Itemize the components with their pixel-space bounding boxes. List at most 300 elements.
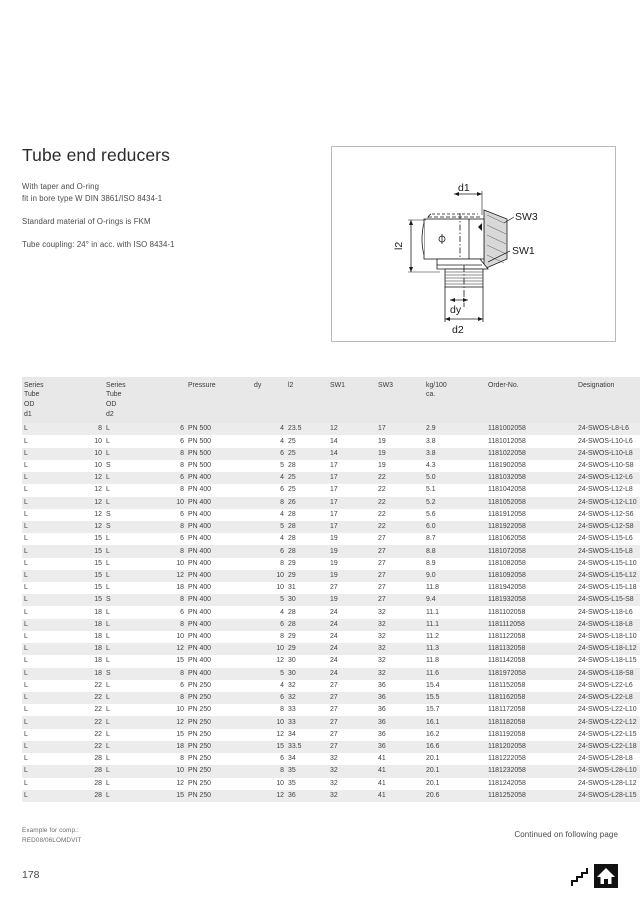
cell-tube-od-d2: 8: [134, 521, 186, 533]
cell-tube-od-d2: 12: [134, 570, 186, 582]
cell-tube-od-d1: 12: [52, 472, 104, 484]
cell-series-d1: L: [22, 668, 52, 680]
cell-pressure: PN 400: [186, 631, 252, 643]
cell-sw1: 24: [328, 631, 376, 643]
cell-series-d1: L: [22, 606, 52, 618]
cell-weight: 16.1: [424, 716, 486, 728]
cell-series-d2: S: [104, 460, 134, 472]
cell-sw1: 27: [328, 741, 376, 753]
cell-designation: 24-SWOS-L22-L10: [576, 704, 640, 716]
cell-dy: 8: [252, 765, 286, 777]
cell-sw1: 19: [328, 558, 376, 570]
drawing-label-sw1: SW1: [512, 245, 535, 257]
cell-sw3: 22: [376, 484, 424, 496]
cell-series-d1: L: [22, 704, 52, 716]
cell-sw3: 41: [376, 790, 424, 802]
cell-series-d2: L: [104, 753, 134, 765]
subtitle-oring-material: [22, 216, 312, 228]
cell-series-d1: L: [22, 460, 52, 472]
cell-series-d2: L: [104, 497, 134, 509]
cell-l2: 28: [286, 521, 328, 533]
cell-tube-od-d1: 12: [52, 497, 104, 509]
cell-tube-od-d1: 15: [52, 545, 104, 557]
cell-l2: 25: [286, 435, 328, 447]
column-header-designation: Designation: [576, 377, 640, 423]
cell-designation: 24-SWOS-L10-S8: [576, 460, 640, 472]
cell-weight: 5.2: [424, 497, 486, 509]
cell-series-d1: L: [22, 423, 52, 435]
subtitle-line: fit in bore type W DIN 3861/ISO 8434-1: [22, 194, 163, 204]
cell-l2: 23.5: [286, 423, 328, 435]
column-header-d1-spacer: [52, 377, 104, 423]
table-row: [22, 533, 640, 545]
cell-series-d1: L: [22, 594, 52, 606]
cell-tube-od-d1: 10: [52, 448, 104, 460]
cell-order-no: 1181132058: [486, 643, 576, 655]
cell-series-d2: L: [104, 729, 134, 741]
cell-series-d1: L: [22, 741, 52, 753]
cell-l2: 25: [286, 472, 328, 484]
table-row: [22, 545, 640, 557]
cell-tube-od-d1: 15: [52, 594, 104, 606]
header-line: Tube OD: [24, 391, 40, 409]
cell-order-no: 1181242058: [486, 778, 576, 790]
cell-tube-od-d1: 15: [52, 558, 104, 570]
cell-sw1: 24: [328, 668, 376, 680]
cell-designation: 24-SWOS-L15-L8: [576, 545, 640, 557]
header-line: Series: [24, 381, 44, 389]
cell-series-d1: L: [22, 533, 52, 545]
cell-order-no: 1181062058: [486, 533, 576, 545]
cell-order-no: 1181202058: [486, 741, 576, 753]
cell-sw3: 27: [376, 533, 424, 545]
cell-order-no: 1181172058: [486, 704, 576, 716]
cell-dy: 12: [252, 790, 286, 802]
cell-dy: 4: [252, 606, 286, 618]
cell-pressure: PN 400: [186, 643, 252, 655]
column-header-d2-spacer: [134, 377, 186, 423]
cell-pressure: PN 400: [186, 521, 252, 533]
cell-series-d2: L: [104, 680, 134, 692]
header-line: d1: [24, 410, 32, 418]
cell-sw3: 27: [376, 582, 424, 594]
drawing-label-l2: l2: [393, 241, 405, 250]
cell-tube-od-d1: 28: [52, 753, 104, 765]
cell-series-d2: S: [104, 594, 134, 606]
cell-tube-od-d2: 8: [134, 460, 186, 472]
cell-series-d2: L: [104, 655, 134, 667]
cell-designation: 24-SWOS-L22-L15: [576, 729, 640, 741]
cell-weight: 5.6: [424, 509, 486, 521]
cell-dy: 6: [252, 692, 286, 704]
cell-weight: 8.8: [424, 545, 486, 557]
cell-order-no: 1181152058: [486, 680, 576, 692]
cell-sw3: 19: [376, 460, 424, 472]
cell-weight: 15.4: [424, 680, 486, 692]
cell-sw1: 19: [328, 533, 376, 545]
cell-order-no: 1181922058: [486, 521, 576, 533]
cell-dy: 8: [252, 558, 286, 570]
subtitle-line: With taper and O-ring: [22, 182, 100, 192]
cell-dy: 12: [252, 655, 286, 667]
cell-designation: 24-SWOS-L22-L8: [576, 692, 640, 704]
cell-series-d2: L: [104, 435, 134, 447]
cell-series-d2: L: [104, 619, 134, 631]
cell-tube-od-d1: 15: [52, 570, 104, 582]
cell-pressure: PN 500: [186, 435, 252, 447]
cell-series-d2: L: [104, 484, 134, 496]
cell-series-d1: L: [22, 643, 52, 655]
cell-tube-od-d2: 6: [134, 435, 186, 447]
cell-designation: 24-SWOS-L15-L6: [576, 533, 640, 545]
cell-order-no: 1181932058: [486, 594, 576, 606]
cell-tube-od-d1: 12: [52, 521, 104, 533]
cell-sw3: 22: [376, 521, 424, 533]
cell-sw3: 22: [376, 509, 424, 521]
cell-sw3: 32: [376, 606, 424, 618]
cell-weight: 11.1: [424, 606, 486, 618]
cell-sw3: 19: [376, 435, 424, 447]
cell-weight: 11.8: [424, 655, 486, 667]
cell-sw3: 36: [376, 692, 424, 704]
cell-pressure: PN 400: [186, 594, 252, 606]
cell-dy: 4: [252, 423, 286, 435]
subtitle-tube-coupling: [22, 239, 312, 251]
cell-sw1: 27: [328, 680, 376, 692]
cell-pressure: PN 400: [186, 509, 252, 521]
subtitle-taper-oring: [22, 181, 312, 205]
cell-tube-od-d2: 8: [134, 692, 186, 704]
cell-dy: 4: [252, 533, 286, 545]
cell-tube-od-d2: 8: [134, 484, 186, 496]
table-row: [22, 692, 640, 704]
example-label: Example for comp.:: [22, 827, 79, 834]
cell-tube-od-d2: 10: [134, 631, 186, 643]
table-row: [22, 631, 640, 643]
cell-tube-od-d2: 10: [134, 497, 186, 509]
cell-sw1: 17: [328, 497, 376, 509]
cell-series-d2: L: [104, 472, 134, 484]
cell-l2: 25: [286, 484, 328, 496]
table-row: [22, 606, 640, 618]
table-row: [22, 582, 640, 594]
cell-pressure: PN 250: [186, 741, 252, 753]
cell-series-d1: L: [22, 790, 52, 802]
column-header-dy: dy: [252, 377, 286, 423]
cell-l2: 29: [286, 643, 328, 655]
cell-sw3: 41: [376, 765, 424, 777]
page-number: 178: [22, 869, 40, 881]
cell-l2: 28: [286, 509, 328, 521]
table-row: [22, 497, 640, 509]
cell-order-no: 1181002058: [486, 423, 576, 435]
cell-pressure: PN 250: [186, 778, 252, 790]
table-header-row: [22, 377, 640, 423]
cell-designation: 24-SWOS-L28-L15: [576, 790, 640, 802]
cell-pressure: PN 400: [186, 545, 252, 557]
cell-l2: 35: [286, 765, 328, 777]
cell-order-no: 1181162058: [486, 692, 576, 704]
cell-order-no: 1181142058: [486, 655, 576, 667]
cell-order-no: 1181052058: [486, 497, 576, 509]
cell-weight: 20.1: [424, 753, 486, 765]
column-header-series-d2: [104, 377, 134, 423]
drawing-label-sw3: SW3: [515, 211, 538, 223]
cell-series-d1: L: [22, 765, 52, 777]
table-row: [22, 521, 640, 533]
cell-series-d1: L: [22, 582, 52, 594]
column-header-weight: [424, 377, 486, 423]
cell-sw1: 24: [328, 606, 376, 618]
cell-designation: 24-SWOS-L15-L10: [576, 558, 640, 570]
cell-dy: 5: [252, 460, 286, 472]
cell-weight: 2.9: [424, 423, 486, 435]
cell-tube-od-d1: 22: [52, 692, 104, 704]
cell-series-d1: L: [22, 655, 52, 667]
cell-pressure: PN 250: [186, 704, 252, 716]
cell-weight: 15.7: [424, 704, 486, 716]
cell-designation: 24-SWOS-L18-L8: [576, 619, 640, 631]
cell-series-d1: L: [22, 497, 52, 509]
cell-order-no: 1181192058: [486, 729, 576, 741]
cell-l2: 30: [286, 655, 328, 667]
cell-series-d1: L: [22, 680, 52, 692]
cell-order-no: 1181092058: [486, 570, 576, 582]
cell-weight: 11.2: [424, 631, 486, 643]
cell-weight: 16.6: [424, 741, 486, 753]
table-row: [22, 460, 640, 472]
cell-tube-od-d2: 15: [134, 729, 186, 741]
cell-designation: 24-SWOS-L22-L12: [576, 716, 640, 728]
cell-order-no: 1181032058: [486, 472, 576, 484]
cell-dy: 6: [252, 753, 286, 765]
cell-sw1: 24: [328, 619, 376, 631]
table-row: [22, 778, 640, 790]
cell-weight: 8.7: [424, 533, 486, 545]
cell-order-no: 1181912058: [486, 509, 576, 521]
header-line: Series: [106, 381, 126, 389]
cell-sw1: 17: [328, 484, 376, 496]
page-title: Tube end reducers: [22, 145, 170, 165]
cell-series-d2: L: [104, 558, 134, 570]
cell-l2: 34: [286, 729, 328, 741]
cell-sw3: 27: [376, 545, 424, 557]
table-header: [22, 377, 640, 423]
cell-sw3: 36: [376, 729, 424, 741]
cell-tube-od-d1: 10: [52, 435, 104, 447]
stairs-logo-icon[interactable]: [567, 864, 591, 888]
cell-dy: 4: [252, 509, 286, 521]
cell-pressure: PN 400: [186, 655, 252, 667]
drawing-label-d1: d1: [458, 182, 470, 194]
cell-order-no: 1181042058: [486, 484, 576, 496]
cell-series-d2: L: [104, 778, 134, 790]
drawing-label-d2: d2: [452, 324, 464, 336]
cell-weight: 11.3: [424, 643, 486, 655]
cell-designation: 24-SWOS-L12-S6: [576, 509, 640, 521]
cell-sw1: 32: [328, 753, 376, 765]
table-row: [22, 423, 640, 435]
subtitle-line: Tube coupling: 24° in acc. with ISO 8434-1: [22, 240, 175, 250]
cell-l2: 28: [286, 545, 328, 557]
cell-sw1: 14: [328, 435, 376, 447]
cell-weight: 4.3: [424, 460, 486, 472]
cell-sw3: 27: [376, 558, 424, 570]
cell-tube-od-d2: 8: [134, 668, 186, 680]
cell-pressure: PN 400: [186, 619, 252, 631]
cell-weight: 3.8: [424, 448, 486, 460]
cell-series-d2: L: [104, 570, 134, 582]
cell-weight: 11.6: [424, 668, 486, 680]
title-block: [22, 146, 312, 252]
cell-designation: 24-SWOS-L18-L10: [576, 631, 640, 643]
cell-tube-od-d1: 10: [52, 460, 104, 472]
cell-pressure: PN 500: [186, 460, 252, 472]
footer-logos: [567, 864, 618, 888]
cell-tube-od-d2: 12: [134, 716, 186, 728]
cell-tube-od-d1: 18: [52, 655, 104, 667]
cell-tube-od-d1: 28: [52, 765, 104, 777]
cell-pressure: PN 400: [186, 533, 252, 545]
column-header-order-no: Order-No.: [486, 377, 576, 423]
cell-series-d1: L: [22, 729, 52, 741]
cell-designation: 24-SWOS-L15-L12: [576, 570, 640, 582]
table-row: [22, 594, 640, 606]
cell-designation: 24-SWOS-L10-L8: [576, 448, 640, 460]
cell-tube-od-d2: 10: [134, 558, 186, 570]
cell-dy: 5: [252, 521, 286, 533]
cell-designation: 24-SWOS-L18-L15: [576, 655, 640, 667]
cell-l2: 34: [286, 753, 328, 765]
cell-dy: 6: [252, 545, 286, 557]
cell-series-d1: L: [22, 435, 52, 447]
cell-dy: 8: [252, 631, 286, 643]
cell-series-d2: L: [104, 423, 134, 435]
cell-series-d2: S: [104, 521, 134, 533]
cell-tube-od-d1: 28: [52, 790, 104, 802]
cell-tube-od-d1: 15: [52, 533, 104, 545]
table-row: [22, 448, 640, 460]
subtitle-line: Standard material of O-rings is FKM: [22, 217, 151, 227]
table-row: [22, 509, 640, 521]
cell-designation: 24-SWOS-L18-L12: [576, 643, 640, 655]
cell-pressure: PN 500: [186, 448, 252, 460]
cell-pressure: PN 250: [186, 692, 252, 704]
cell-designation: 24-SWOS-L8-L6: [576, 423, 640, 435]
cell-weight: 8.9: [424, 558, 486, 570]
cell-tube-od-d2: 6: [134, 509, 186, 521]
cell-sw1: 27: [328, 729, 376, 741]
cell-series-d2: L: [104, 533, 134, 545]
cell-designation: 24-SWOS-L15-S8: [576, 594, 640, 606]
cell-order-no: 1181122058: [486, 631, 576, 643]
table-body: [22, 423, 640, 802]
cell-order-no: 1181102058: [486, 606, 576, 618]
table-row: [22, 716, 640, 728]
cell-tube-od-d1: 22: [52, 716, 104, 728]
table-row: [22, 472, 640, 484]
cell-designation: 24-SWOS-L12-L10: [576, 497, 640, 509]
cell-series-d1: L: [22, 509, 52, 521]
cell-series-d1: L: [22, 448, 52, 460]
cell-tube-od-d2: 18: [134, 582, 186, 594]
cell-weight: 15.5: [424, 692, 486, 704]
cell-tube-od-d2: 6: [134, 680, 186, 692]
cell-sw1: 14: [328, 448, 376, 460]
fitting-drawing: [332, 147, 615, 341]
cell-series-d2: L: [104, 448, 134, 460]
cell-tube-od-d1: 18: [52, 606, 104, 618]
cell-tube-od-d2: 12: [134, 643, 186, 655]
cell-tube-od-d2: 10: [134, 704, 186, 716]
cell-tube-od-d1: 22: [52, 680, 104, 692]
cell-dy: 10: [252, 643, 286, 655]
cell-designation: 24-SWOS-L22-L6: [576, 680, 640, 692]
cell-tube-od-d1: 22: [52, 729, 104, 741]
cell-sw1: 27: [328, 716, 376, 728]
cell-l2: 29: [286, 570, 328, 582]
cell-weight: 11.1: [424, 619, 486, 631]
table-row: [22, 619, 640, 631]
cell-weight: 9.4: [424, 594, 486, 606]
house-logo-icon[interactable]: [594, 864, 618, 888]
cell-l2: 33: [286, 704, 328, 716]
cell-designation: 24-SWOS-L28-L10: [576, 765, 640, 777]
cell-weight: 20.1: [424, 778, 486, 790]
cell-series-d2: L: [104, 741, 134, 753]
cell-tube-od-d1: 15: [52, 582, 104, 594]
cell-series-d2: L: [104, 582, 134, 594]
cell-tube-od-d1: 18: [52, 668, 104, 680]
cell-pressure: PN 250: [186, 790, 252, 802]
cell-weight: 6.0: [424, 521, 486, 533]
cell-pressure: PN 400: [186, 497, 252, 509]
cell-dy: 15: [252, 741, 286, 753]
cell-dy: 6: [252, 619, 286, 631]
cell-sw1: 32: [328, 765, 376, 777]
cell-tube-od-d1: 18: [52, 631, 104, 643]
cell-series-d1: L: [22, 692, 52, 704]
cell-order-no: 1181902058: [486, 460, 576, 472]
cell-pressure: PN 400: [186, 668, 252, 680]
cell-pressure: PN 250: [186, 716, 252, 728]
cell-l2: 35: [286, 778, 328, 790]
cell-series-d2: L: [104, 606, 134, 618]
cell-sw3: 32: [376, 631, 424, 643]
cell-order-no: 1181942058: [486, 582, 576, 594]
cell-sw1: 19: [328, 570, 376, 582]
cell-designation: 24-SWOS-L28-L12: [576, 778, 640, 790]
cell-sw1: 12: [328, 423, 376, 435]
cell-order-no: 1181972058: [486, 668, 576, 680]
cell-series-d1: L: [22, 631, 52, 643]
cell-weight: 11.8: [424, 582, 486, 594]
cell-l2: 30: [286, 594, 328, 606]
cell-sw3: 32: [376, 655, 424, 667]
cell-l2: 29: [286, 558, 328, 570]
cell-series-d1: L: [22, 716, 52, 728]
cell-tube-od-d2: 6: [134, 423, 186, 435]
cell-l2: 28: [286, 460, 328, 472]
cell-sw3: 19: [376, 448, 424, 460]
cell-pressure: PN 250: [186, 753, 252, 765]
column-header-sw1: SW1: [328, 377, 376, 423]
column-header-l2: l2: [286, 377, 328, 423]
table-row: [22, 680, 640, 692]
column-header-sw3: SW3: [376, 377, 424, 423]
header-line: kg/100: [426, 381, 447, 389]
cell-sw1: 32: [328, 778, 376, 790]
